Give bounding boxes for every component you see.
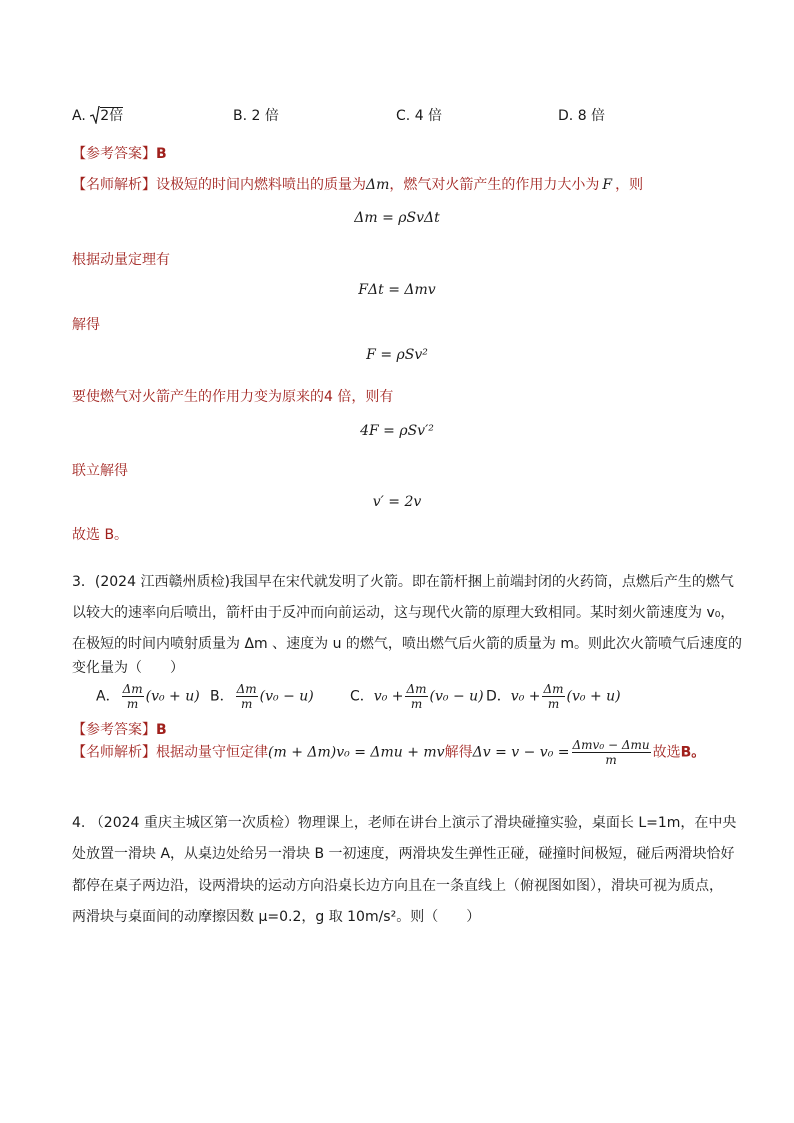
analysis-tag: 【名师解析】	[72, 744, 156, 761]
math-symbol: F	[602, 177, 613, 193]
q2-analysis-intro	[72, 175, 643, 195]
q2-step-4: 联立解得	[72, 463, 128, 479]
q3-stem-line-3: 在极短的时间内喷射质量为 Δm 、速度为 u 的燃气，喷出燃气后火箭的质量为 m。则此次火箭喷气后速度的	[72, 636, 742, 652]
fraction-numerator: Δm	[122, 682, 143, 696]
fraction-denominator: m	[410, 697, 423, 711]
option-value: 2倍	[100, 108, 124, 124]
q2-step-1: 根据动量定理有	[72, 252, 170, 268]
analysis-tag: 【名师解析】	[72, 177, 156, 193]
q4-stem-line-1: 4. （2024 重庆主城区第一次质检）物理课上，老师在讲台上演示了滑块碰撞实验，桌面长 L=1m，在中央	[72, 815, 737, 831]
answer-value: B	[156, 146, 167, 162]
fraction-numerator: Δm	[406, 682, 427, 696]
option-value: 2 倍	[251, 108, 279, 124]
fraction	[572, 738, 651, 767]
option-label: C.	[396, 108, 411, 124]
q3-option-c	[350, 682, 484, 711]
equation-3: F = ρSv²	[366, 347, 428, 363]
q4-stem-line-4: 两滑块与桌面间的动摩擦因数 μ=0.2，g 取 10m/s²。则（ ）	[72, 909, 481, 925]
option-label: D.	[558, 108, 574, 124]
option-label: B．	[210, 688, 234, 705]
equation-4: 4F = ρSv′²	[360, 423, 434, 439]
q2-option-c	[396, 106, 442, 126]
q3-option-b	[210, 682, 314, 711]
q3-stem-line-4: 变化量为（ ）	[72, 660, 184, 676]
equation-2: FΔt = Δmv	[358, 282, 436, 298]
analysis-text: ，燃气对火箭产生的作用力大小为	[389, 177, 600, 193]
equation-5: v′ = 2v	[372, 494, 422, 510]
option-expression: (v₀ + u)	[566, 688, 621, 705]
math-symbol: Δm	[366, 177, 390, 193]
fraction	[542, 682, 564, 711]
result-expression: Δv = v − v₀ =	[472, 744, 570, 761]
option-label: C．	[350, 688, 374, 705]
fraction-numerator: Δm	[543, 682, 564, 696]
fraction-numerator: Δmv₀ − Δmu	[572, 738, 650, 752]
fraction-denominator: m	[547, 697, 560, 711]
q3-stem-line-1: 3．(2024 江西赣州质检)我国早在宋代就发明了火箭。即在箭杆捆上前端封闭的火药筒，点燃后产生的燃气	[72, 574, 734, 590]
option-expression: (v₀ − u)	[259, 688, 314, 705]
momentum-equation: (m + Δm)v₀ = Δmu + mv	[268, 744, 445, 761]
option-expression: (v₀ − u)	[429, 688, 484, 705]
q3-answer	[72, 720, 167, 740]
q2-conclusion: 故选 B。	[72, 527, 129, 543]
fraction	[236, 682, 258, 711]
analysis-text: 设极短的时间内燃料喷出的质量为	[156, 177, 366, 193]
option-expression: (v₀ + u)	[145, 688, 200, 705]
option-expression: v₀ +	[373, 688, 404, 705]
analysis-text: 解得	[444, 744, 473, 761]
q4-stem-line-3: 都停在桌子两边沿，设两滑块的运动方向沿桌长边方向且在一条直线上（俯视图如图），滑块可视为质点，	[72, 878, 723, 894]
analysis-text: 故选	[652, 744, 681, 761]
q2-step-3: 要使燃气对火箭产生的作用力变为原来的4 倍，则有	[72, 389, 394, 405]
analysis-text: ，则	[615, 177, 644, 193]
fraction	[405, 682, 427, 711]
answer-value: B	[156, 722, 167, 738]
option-value: 4 倍	[414, 108, 443, 124]
q3-option-a	[96, 682, 200, 711]
q4-stem-line-2: 处放置一滑块 A，从桌边处给另一滑块 B 一初速度，两滑块发生弹性正碰，碰撞时间极短，碰后两滑块恰好	[72, 846, 735, 862]
q2-step-2: 解得	[72, 317, 100, 333]
analysis-text: 根据动量守恒定律	[156, 744, 268, 761]
option-value: 8 倍	[577, 108, 606, 124]
equation-1: Δm = ρSvΔt	[354, 210, 440, 226]
q2-option-b	[233, 106, 279, 126]
fraction-denominator: m	[240, 697, 253, 711]
answer-value: B。	[680, 744, 706, 761]
q2-answer	[72, 144, 167, 164]
fraction-denominator: m	[605, 753, 617, 767]
sqrt-icon	[90, 106, 100, 126]
q3-stem-line-2: 以较大的速率向后喷出，箭杆由于反冲而向前运动，这与现代火箭的原理大致相同。某时刻火箭速度为 v₀，	[72, 605, 735, 621]
q2-option-d	[558, 106, 605, 126]
option-expression: v₀ +	[510, 688, 541, 705]
answer-tag: 【参考答案】	[72, 146, 156, 162]
option-label: A．	[96, 688, 120, 705]
answer-tag: 【参考答案】	[72, 722, 156, 738]
option-label: D．	[486, 688, 511, 705]
q3-analysis	[72, 738, 705, 767]
q3-option-d	[486, 682, 621, 711]
fraction-denominator: m	[126, 697, 139, 711]
option-label: B.	[233, 108, 248, 124]
q2-option-a	[72, 106, 123, 126]
option-label: A.	[72, 108, 86, 124]
fraction-numerator: Δm	[236, 682, 257, 696]
fraction	[122, 682, 144, 711]
